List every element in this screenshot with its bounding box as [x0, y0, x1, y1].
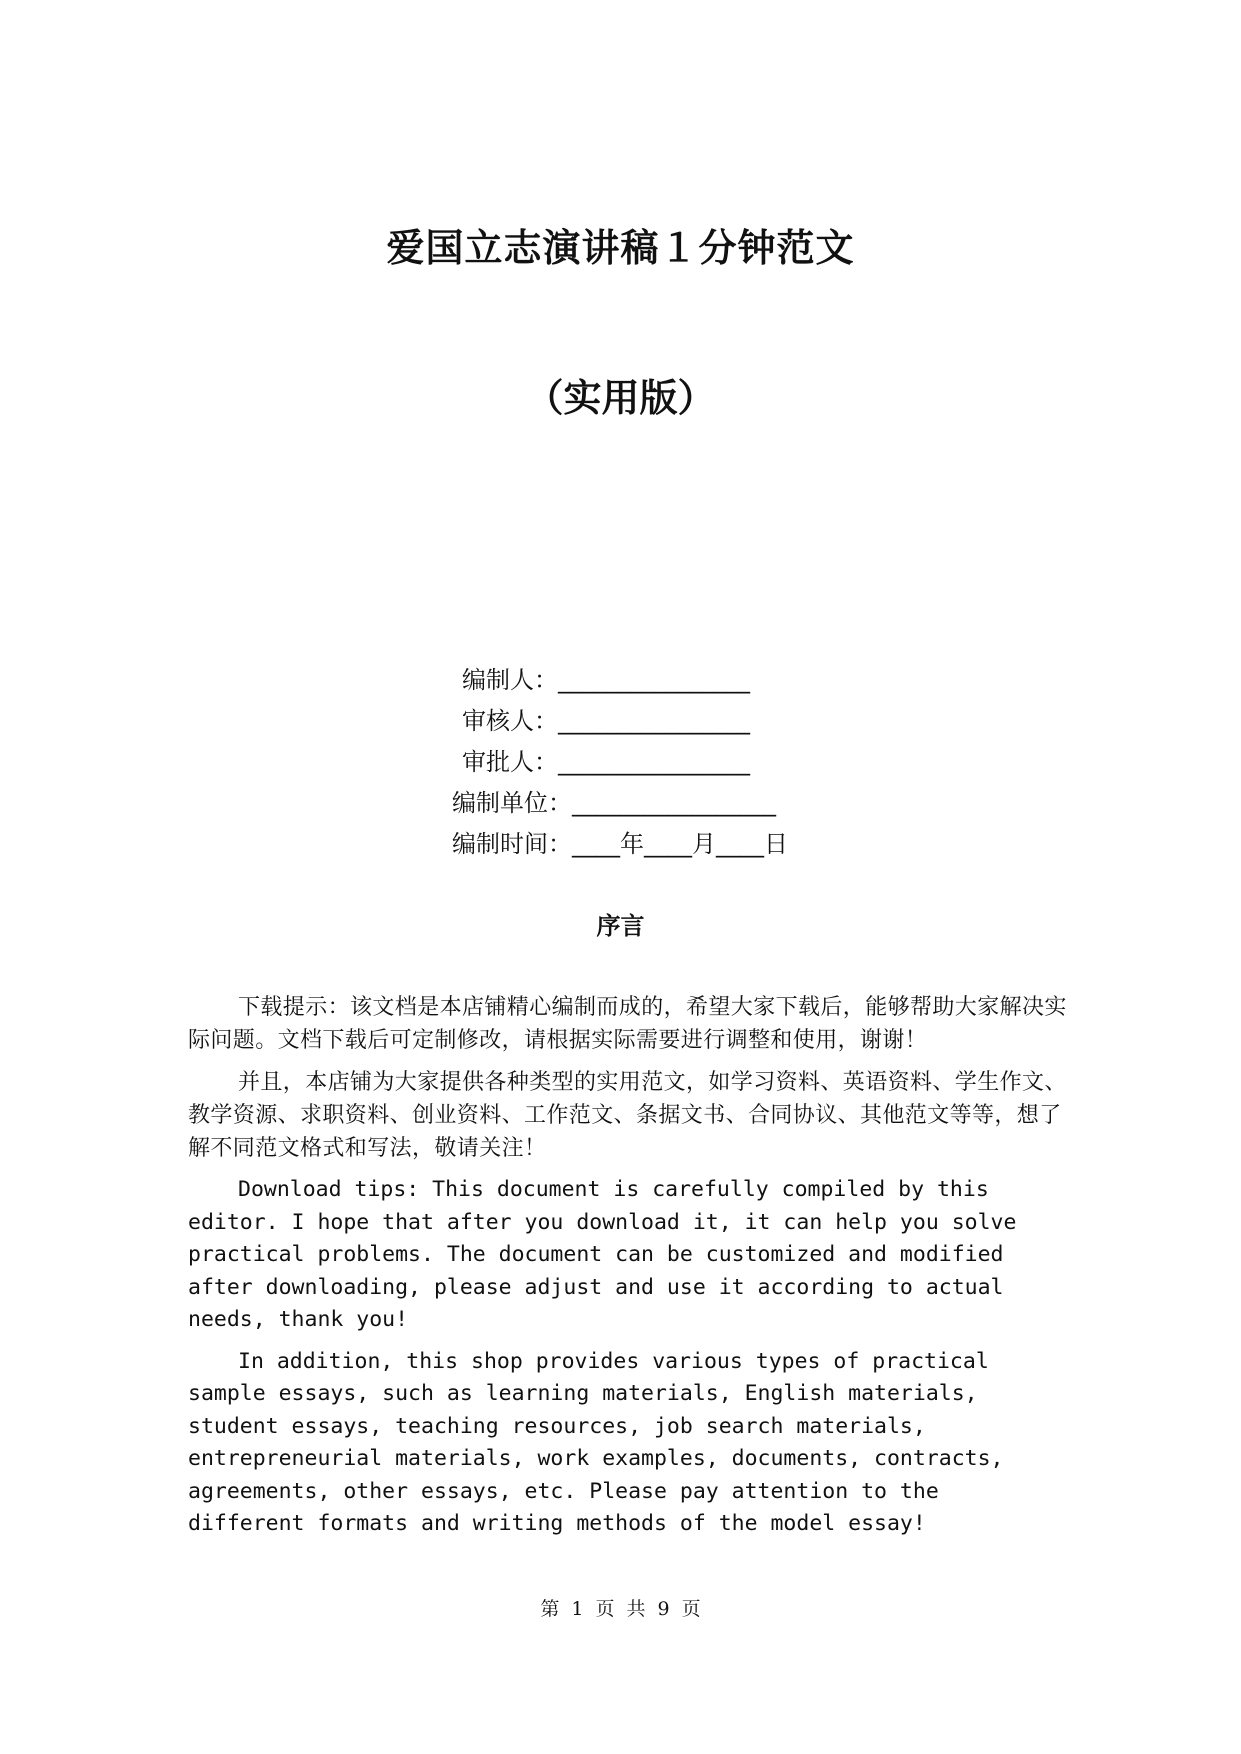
compiler-label: 编制人： [462, 666, 558, 694]
date-label: 编制时间： [452, 830, 572, 858]
document-subtitle: （实用版） [525, 375, 716, 420]
compiler-blank: ________________ [558, 666, 750, 694]
approver-blank: ________________ [558, 748, 750, 776]
approver-label: 审批人： [462, 748, 558, 776]
approval-info-block [0, 660, 1241, 865]
page-number-footer: 第 1 页 共 9 页 [540, 1598, 701, 1620]
meta-row-unit [0, 783, 1241, 824]
document-title: 爱国立志演讲稿１分钟范文 [386, 225, 855, 270]
paragraph-shop-intro-cn: 并且，本店铺为大家提供各种类型的实用范文，如学习资料、英语资料、学生作文、教学资源、求职资料、创业资料、工作范文、条据文书、合同协议、其他范文等等，想了解不同范文格式和写法，敬请关注！ [188, 1070, 1067, 1161]
reviewer-label: 审核人： [462, 707, 558, 735]
paragraph-shop-intro-en: In addition, this shop provides various types of practical sample essays, such as learning materials, English materials, student essays, teaching resources, job search materials, entrepreneurial materials, work examples, documents, contracts, agreements, other essays, etc. Please pay attention to the different formats and writing methods of the model essay! [188, 1348, 1004, 1536]
preface-body [188, 991, 1068, 1550]
preface-heading: 序言 [596, 912, 645, 940]
meta-row-date [0, 824, 1241, 865]
paragraph-download-tips-cn: 下载提示：该文档是本店铺精心编制而成的，希望大家下载后，能够帮助大家解决实际问题。文档下载后可定制修改，请根据实际需要进行调整和使用，谢谢！ [188, 995, 1067, 1053]
unit-label: 编制单位： [452, 789, 572, 817]
unit-blank: _________________ [572, 789, 776, 817]
paragraph-download-tips-en: Download tips: This document is carefully compiled by this editor. I hope that after you download it, it can help you solve practical problems. The document can be customized and modified after downloading, please adjust and use it according to actual needs, thank you! [188, 1177, 1017, 1332]
meta-row-reviewer [0, 701, 1241, 742]
date-blank: ____年____月____日 [572, 830, 788, 858]
reviewer-blank: ________________ [558, 707, 750, 735]
meta-row-compiler [0, 660, 1241, 701]
meta-row-approver [0, 742, 1241, 783]
